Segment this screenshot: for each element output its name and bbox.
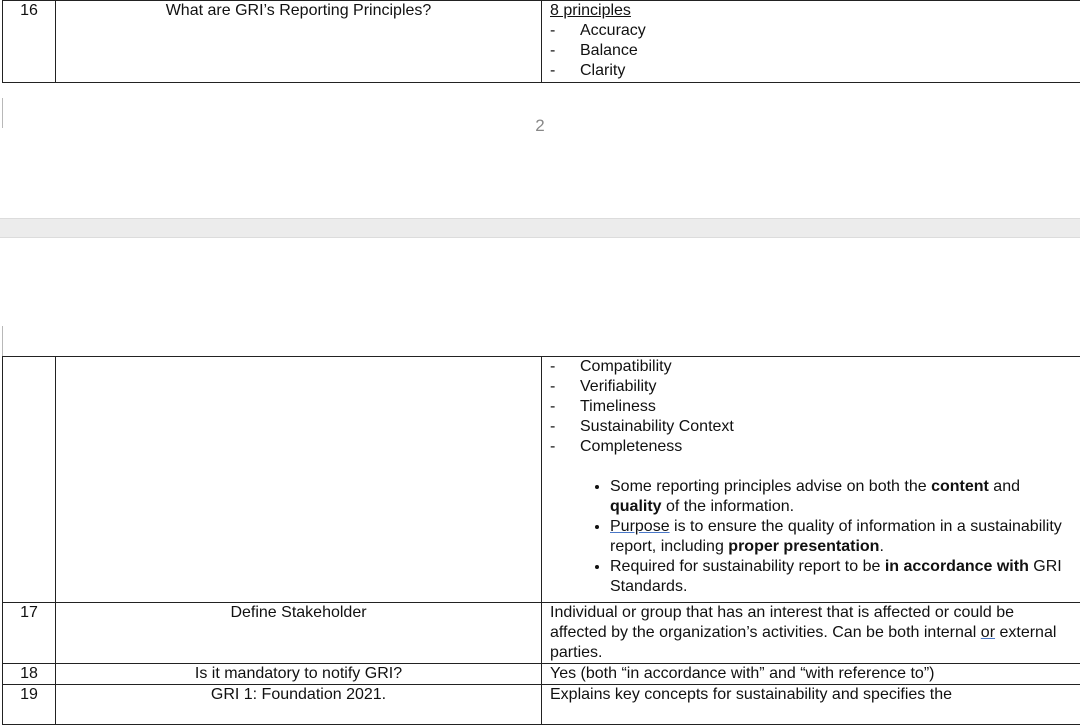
table-row — [3, 603, 1080, 664]
answer-heading: 8 principles — [550, 2, 631, 19]
margin-marker — [2, 326, 3, 356]
question-cell: Is it mandatory to notify GRI? — [56, 664, 542, 685]
bullet-list — [550, 477, 1072, 597]
table-row — [3, 664, 1080, 685]
table-row — [3, 685, 1080, 725]
bullet-item: • Purpose is to ensure the quality of information in a sustainability report, including proper presentation. — [610, 517, 1072, 557]
row-number — [3, 357, 56, 603]
bullet-item: • Some reporting principles advise on both the content and quality of the information. — [610, 477, 1072, 517]
row-number: 16 — [3, 1, 56, 83]
question-cell — [56, 357, 542, 603]
list-item: - Clarity — [550, 61, 1072, 81]
table-row — [3, 1, 1080, 83]
row-number: 18 — [3, 664, 56, 685]
or-link[interactable]: or — [981, 624, 995, 641]
answer-cell: Individual or group that has an interest that is affected or could be affected by the organization’s activities. Can be both internal or external parties. — [542, 603, 1080, 664]
answer-cell — [542, 1, 1080, 83]
list-item: - Verifiability — [550, 377, 1072, 397]
purpose-link[interactable]: Purpose — [610, 518, 670, 535]
document-page-bottom — [0, 238, 1080, 710]
row-number: 17 — [3, 603, 56, 664]
answer-cell: Explains key concepts for sustainability and specifies the — [542, 685, 1080, 725]
qa-table-top — [2, 0, 1080, 83]
list-item: - Timeliness — [550, 397, 1072, 417]
question-cell: What are GRI’s Reporting Principles? — [56, 1, 542, 83]
list-item: - Sustainability Context — [550, 417, 1072, 437]
page-gap — [0, 218, 1080, 238]
list-item: - Balance — [550, 41, 1072, 61]
list-item: - Accuracy — [550, 21, 1072, 41]
table-row — [3, 357, 1080, 603]
answer-cell: Yes (both “in accordance with” and “with reference to”) — [542, 664, 1080, 685]
document-page-top — [0, 0, 1080, 218]
answer-cell — [542, 357, 1080, 603]
bullet-item: • Required for sustainability report to be in accordance with GRI Standards. — [610, 557, 1072, 597]
list-item: - Compatibility — [550, 357, 1072, 377]
list-item: - Completeness — [550, 437, 1072, 457]
row-number: 19 — [3, 685, 56, 725]
page-number: 2 — [0, 116, 1080, 136]
qa-table-bottom — [2, 356, 1080, 725]
question-cell: GRI 1: Foundation 2021. — [56, 685, 542, 725]
question-cell: Define Stakeholder — [56, 603, 542, 664]
